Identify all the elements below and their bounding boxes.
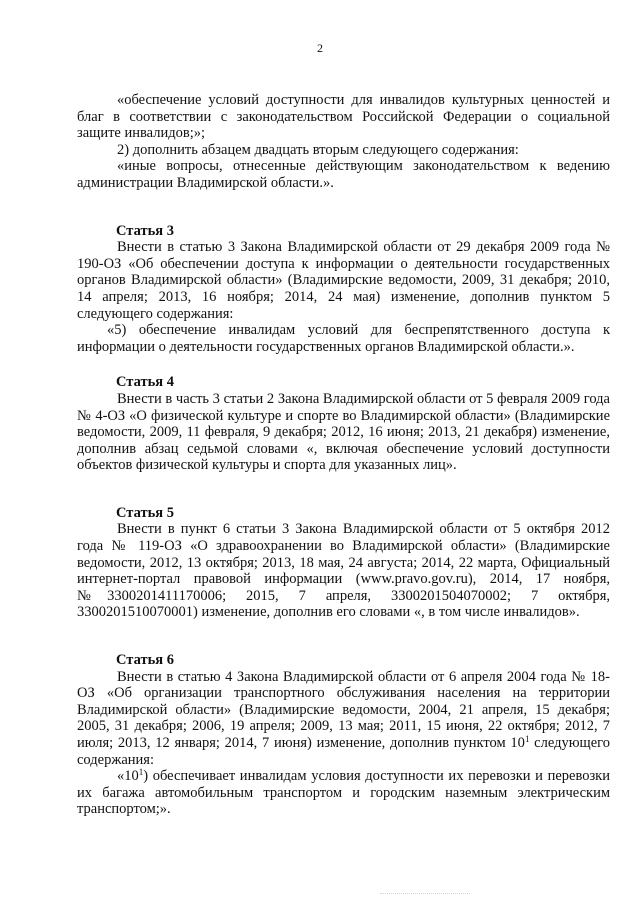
scan-artifact	[380, 893, 470, 900]
article-6-body-text: Внести в статью 4 Закона Владимирской области от 6 апреля 2004 года № 18-ОЗ «Об организации транспортного обслуживания населения на территории Владимирской области» (Владимирские ведомости, 2004, 21 апреля, 15 декабря; 2005, 31 декабря; 2006, 19 апреля; 2009, 13 мая; 2011, 15 июня, 22 октября; 2012, 7 июля; 2013, 12 января; 2014, 7 июня) изменение, дополнив пунктом 10	[77, 668, 610, 751]
intro-paragraph-3: «иные вопросы, отнесенные действующим законодательством к ведению администрации Владимирской области.».	[77, 158, 610, 191]
intro-paragraph-2: 2) дополнить абзацем двадцать вторым следующего содержания:	[117, 141, 519, 158]
article-5-title: Статья 5	[116, 504, 174, 521]
article-6-quote	[77, 768, 610, 818]
intro-paragraph-1: «обеспечение условий доступности для инвалидов культурных ценностей и благ в соответствии с законодательством Российской Федерации о социальной защите инвалидов;»;	[77, 92, 610, 142]
article-6-title: Статья 6	[116, 652, 174, 669]
article-6-body	[77, 669, 610, 769]
article-3-quote: «5) обеспечение инвалидам условий для беспрепятственного доступа к информации о деятельности государственных органов Владимирской области.».	[77, 322, 610, 355]
article-3-body: Внести в статью 3 Закона Владимирской области от 29 декабря 2009 года № 190-ОЗ «Об обеспечении доступа к информации о деятельности государственных органов Владимирской области» (Владимирские ведомости, 2009, 31 декабря; 2010, 14 апреля; 2013, 16 ноября; 2014, 24 мая) изменение, дополнив пунктом 5 следующего содержания:	[77, 239, 610, 322]
article-6-body-superscript: 1	[524, 734, 530, 744]
article-6-quote-superscript: 1	[138, 767, 144, 778]
article-6-body-end: следующего содержания:	[77, 735, 610, 768]
page-number: 2	[317, 41, 323, 55]
article-6-quote-open: «10	[117, 768, 139, 785]
article-5-body: Внести в пункт 6 статьи 3 Закона Владимирской области от 5 октября 2012 года № 119-ОЗ «О здравоохранении во Владимирской области» (Владимирские ведомости, 2012, 13 октября; 2013, 18 мая, 24 августа; 2014, 22 марта, Официальный интернет-портал правовой информации (www.pravo.gov.ru), 2014, 17 ноября, №3300201411170006; 2015, 7 апреля, 3300201504070002; 7 октября, 3300201510070001) изменение, дополнив его словами «, в том числе инвалидов».	[77, 521, 610, 621]
article-4-body: Внести в часть 3 статьи 2 Закона Владимирской области от 5 февраля 2009 года № 4-ОЗ «О физической культуре и спорте во Владимирской области» (Владимирские ведомости, 2009, 11 февраля, 9 декабря; 2012, 16 июня; 2013, 21 декабря) изменение, дополнив абзац седьмой словами «, включая обеспечение условий доступности объектов физической культуры и спорта для указанных лиц».	[77, 390, 610, 474]
article-6-quote-rest: ) обеспечивает инвалидам условия доступности их перевозки и перевозки их багажа автомобильным транспортом и городским наземным электрическим транспортом;».	[77, 768, 610, 818]
article-3-title: Статья 3	[116, 222, 174, 239]
article-4-title: Статья 4	[116, 374, 174, 391]
document-body	[77, 92, 610, 818]
